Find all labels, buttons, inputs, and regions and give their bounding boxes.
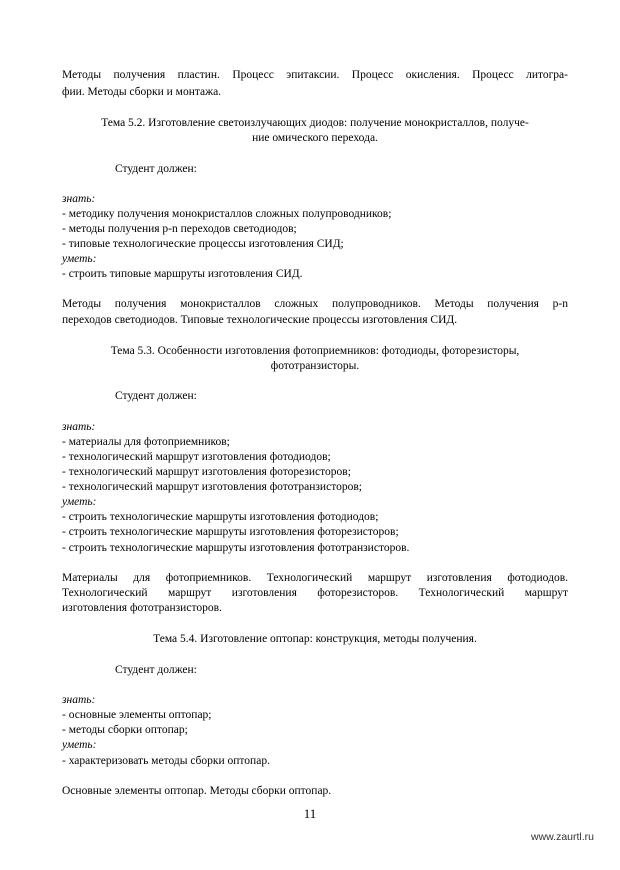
intro-line-2: фии. Методы сборки и монтажа. bbox=[62, 86, 222, 98]
topic-5-3-summary-line-3: изготовления фототранзисторов. bbox=[62, 602, 222, 614]
topic-5-4-title: Тема 5.4. Изготовление оптопар: конструкция, методы получения. bbox=[153, 633, 477, 645]
topic-5-3-summary-line-1: Материалы для фотоприемников. Технологический маршрут изготовления фотодиодов. bbox=[62, 572, 568, 584]
topic-5-2-know-item: - методику получения монокристаллов сложных полупроводников; bbox=[62, 208, 392, 220]
topic-5-4-can-label: уметь: bbox=[62, 739, 97, 751]
topic-5-2-can-label: уметь: bbox=[62, 253, 97, 265]
topic-5-3-know-item: - технологический маршрут изготовления фоторезисторов; bbox=[62, 466, 351, 478]
topic-5-4-student-must: Студент должен: bbox=[115, 664, 197, 676]
topic-5-2-can-item: - строить типовые маршруты изготовления СИД. bbox=[62, 268, 303, 280]
topic-5-3-know-item: - материалы для фотоприемников; bbox=[62, 436, 230, 448]
topic-5-2-title-line-2: ние омического перехода. bbox=[252, 132, 378, 144]
topic-5-3-summary-line-2: Технологический маршрут изготовления фоторезисторов. Технологический маршрут bbox=[62, 587, 568, 599]
topic-5-2-summary-line-1: Методы получения монокристаллов сложных полупроводников. Методы получения p-n bbox=[62, 298, 568, 310]
topic-5-2-know-item: - методы получения p-n переходов светодиодов; bbox=[62, 223, 297, 235]
topic-5-4-know-item: - методы сборки оптопар; bbox=[62, 724, 188, 736]
topic-5-3-can-item: - строить технологические маршруты изготовления фоторезисторов; bbox=[62, 526, 399, 538]
topic-5-2-student-must: Студент должен: bbox=[115, 163, 197, 175]
topic-5-4-know-label: знать: bbox=[62, 694, 96, 706]
intro-line-1: Методы получения пластин. Процесс эпитаксии. Процесс окисления. Процесс литогра- bbox=[62, 69, 568, 81]
topic-5-3-know-item: - технологический маршрут изготовления фотодиодов; bbox=[62, 451, 331, 463]
topic-5-3-title-line-1: Тема 5.3. Особенности изготовления фотоприемников: фотодиоды, фоторезисторы, bbox=[110, 345, 520, 357]
page-number: 11 bbox=[303, 806, 317, 821]
topic-5-2-title-line-1: Тема 5.2. Изготовление светоизлучающих диодов: получение монокристаллов, получе- bbox=[101, 117, 529, 129]
topic-5-3-can-item: - строить технологические маршруты изготовления фотодиодов; bbox=[62, 511, 379, 523]
topic-5-4-summary-line-1: Основные элементы оптопар. Методы сборки оптопар. bbox=[62, 785, 332, 797]
topic-5-3-student-must: Студент должен: bbox=[115, 390, 197, 402]
topic-5-3-know-item: - технологический маршрут изготовления фототранзисторов; bbox=[62, 481, 362, 493]
topic-5-4-can-item: - характеризовать методы сборки оптопар. bbox=[62, 755, 270, 767]
topic-5-2-know-item: - типовые технологические процессы изготовления СИД; bbox=[62, 238, 344, 250]
topic-5-4-know-item: - основные элементы оптопар; bbox=[62, 709, 212, 721]
topic-5-3-can-item: - строить технологические маршруты изготовления фототранзисторов. bbox=[62, 542, 410, 554]
topic-5-3-title-line-2: фототранзисторы. bbox=[270, 360, 360, 372]
footer-url: www.zaurtl.ru bbox=[530, 831, 594, 843]
topic-5-2-summary-line-2: переходов светодиодов. Типовые технологические процессы изготовления СИД. bbox=[62, 314, 458, 326]
topic-5-3-can-label: уметь: bbox=[62, 496, 97, 508]
topic-5-3-know-label: знать: bbox=[62, 421, 96, 433]
topic-5-2-know-label: знать: bbox=[62, 193, 96, 205]
